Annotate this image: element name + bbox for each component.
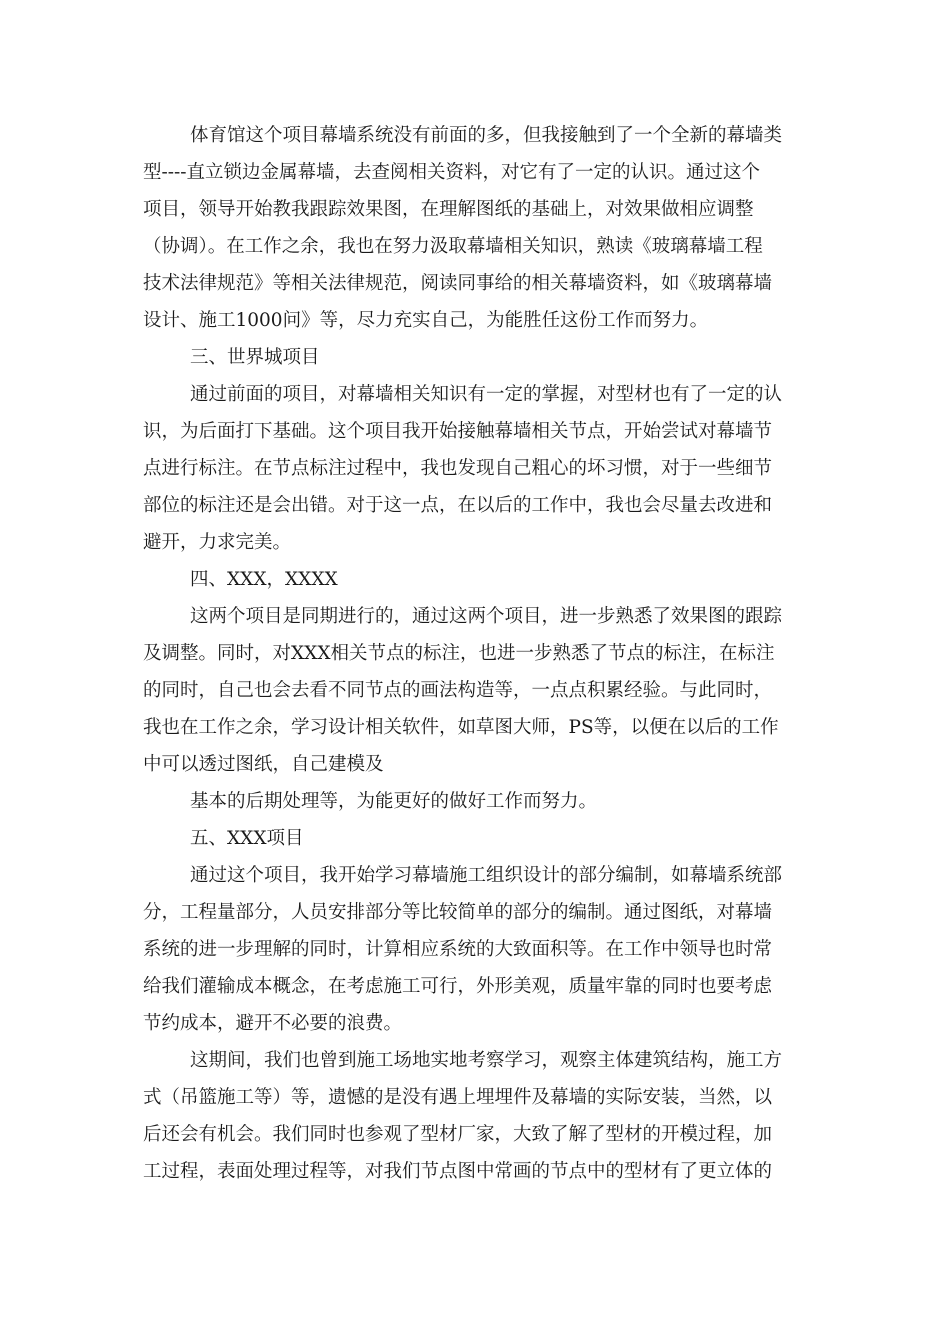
paragraph-line: 的同时，自己也会去看不同节点的画法构造等，一点点积累经验。与此同时， <box>143 680 773 701</box>
paragraph-line: 部位的标注还是会出错。对于这一点，在以后的工作中，我也会尽量去改进和 <box>143 495 773 516</box>
paragraph-line: 技术法律规范》等相关法律规范，阅读同事给的相关幕墙资料，如《玻璃幕墙 <box>143 273 773 294</box>
paragraph-line: 中可以透过图纸，自己建模及 <box>143 754 384 775</box>
paragraph-line: 体育馆这个项目幕墙系统没有前面的多，但我接触到了一个全新的幕墙类 <box>190 125 783 146</box>
paragraph-line: 通过前面的项目，对幕墙相关知识有一定的掌握，对型材也有了一定的认 <box>190 384 783 405</box>
paragraph-line: 工过程，表面处理过程等，对我们节点图中常画的节点中的型材有了更立体的 <box>143 1161 773 1182</box>
paragraph-line: 及调整。同时，对XXX相关节点的标注，也进一步熟悉了节点的标注，在标注 <box>143 643 775 664</box>
paragraph-line: 点进行标注。在节点标注过程中，我也发现自己粗心的坏习惯，对于一些细节 <box>143 458 773 479</box>
paragraph-line: 系统的进一步理解的同时，计算相应系统的大致面积等。在工作中领导也时常 <box>143 939 773 960</box>
paragraph-line: 式（吊篮施工等）等，遗憾的是没有遇上埋埋件及幕墙的实际安装，当然，以 <box>143 1087 773 1108</box>
paragraph-line: 型----直立锁边金属幕墙，去查阅相关资料，对它有了一定的认识。通过这个 <box>143 162 761 183</box>
paragraph-line: 通过这个项目，我开始学习幕墙施工组织设计的部分编制，如幕墙系统部 <box>190 865 783 886</box>
paragraph-line: 给我们灌输成本概念，在考虑施工可行，外形美观，质量牢靠的同时也要考虑 <box>143 976 773 997</box>
paragraph-line: 分，工程量部分，人员安排部分等比较简单的部分的编制。通过图纸，对幕墙 <box>143 902 773 923</box>
paragraph-line: 这两个项目是同期进行的，通过这两个项目，进一步熟悉了效果图的跟踪 <box>190 606 783 627</box>
paragraph-line: 识，为后面打下基础。这个项目我开始接触幕墙相关节点，开始尝试对幕墙节 <box>143 421 773 442</box>
paragraph-line: （协调）。在工作之余，我也在努力汲取幕墙相关知识，熟读《玻璃幕墙工程 <box>143 236 763 257</box>
section-heading: 五、XXX项目 <box>190 828 304 849</box>
paragraph-line: 避开，力求完美。 <box>143 532 292 553</box>
paragraph-line: 设计、施工1000问》等，尽力充实自己，为能胜任这份工作而努力。 <box>143 310 709 331</box>
paragraph-line: 项目，领导开始教我跟踪效果图，在理解图纸的基础上，对效果做相应调整 <box>143 199 754 220</box>
section-heading: 三、世界城项目 <box>190 347 320 368</box>
paragraph-line: 节约成本，避开不必要的浪费。 <box>143 1013 403 1034</box>
paragraph-line: 这期间，我们也曾到施工场地实地考察学习，观察主体建筑结构，施工方 <box>190 1050 783 1071</box>
section-heading: 四、XXX，XXXX <box>190 569 338 590</box>
paragraph-line: 后还会有机会。我们同时也参观了型材厂家，大致了解了型材的开模过程，加 <box>143 1124 773 1145</box>
paragraph-line: 我也在工作之余，学习设计相关软件，如草图大师，PS等，以便在以后的工作 <box>143 717 779 738</box>
paragraph-line: 基本的后期处理等，为能更好的做好工作而努力。 <box>190 791 598 812</box>
